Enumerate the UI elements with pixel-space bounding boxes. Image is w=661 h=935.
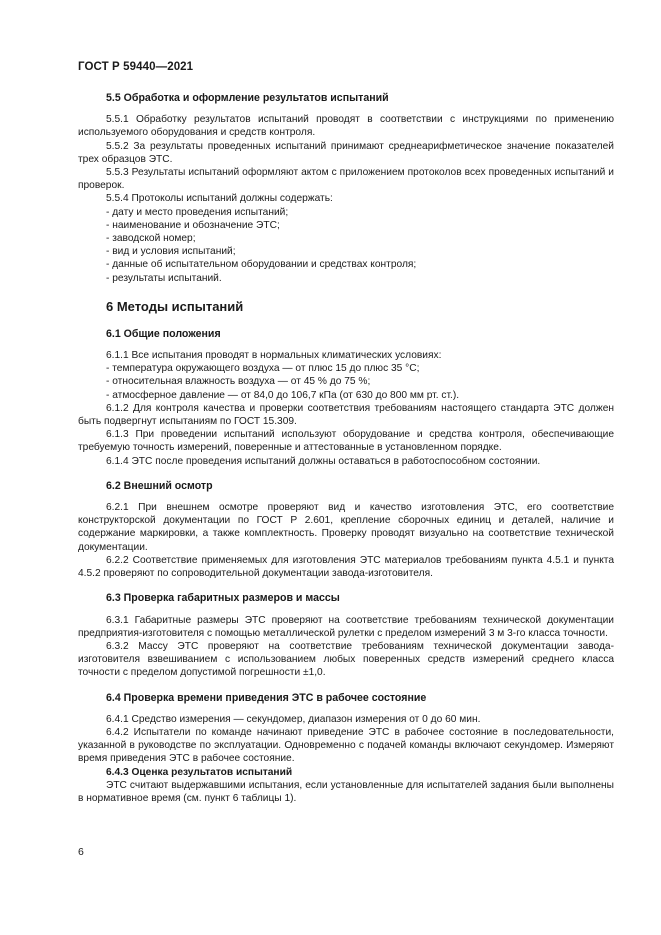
paragraph: 6.2.1 При внешнем осмотре проверяют вид и качество изготовления ЭТС, его соответствие конструкторской документации по ГОСТ Р 2.601, крепление сборочных единиц и деталей, наличие и содержание маркировки, а также комплектность. Проверку проводят визуально на соответствие технической документации. [78,502,614,553]
section-heading-6-4: 6.4 Проверка времени приведения ЭТС в рабочее состояние [106,691,427,704]
subsection-heading-6-4-3: 6.4.3 Оценка результатов испытаний [106,766,293,778]
document-header: ГОСТ Р 59440—2021 [78,61,194,73]
section-heading-6-2: 6.2 Внешний осмотр [106,479,213,492]
list-item: - атмосферное давление — от 84,0 до 106,7 кПа (от 630 до 800 мм рт. ст.). [106,389,460,401]
list-item: - дату и место проведения испытаний; [106,206,289,218]
paragraph: 6.4.2 Испытатели по команде начинают приведение ЭТС в рабочее состояние в последовательности, указанной в руководстве по эксплуатации. Одновременно с подачей команды включают секундомер. Измеряют время приведения ЭТС в рабочее состояние. [78,726,614,765]
paragraph: 5.5.1 Обработку результатов испытаний проводят в соответствии с инструкциями по применению используемого оборудования и средств контроля. [78,114,614,139]
list-item: - вид и условия испытаний; [106,246,236,258]
paragraph: 6.1.3 При проведении испытаний используют оборудование и средства контроля, обеспечивающие требуемую точность измерений, поверенные и аттестованные в установленном порядке. [78,429,614,454]
paragraph: 6.1.4 ЭТС после проведения испытаний должны оставаться в работоспособном состоянии. [106,455,541,467]
list-item: - температура окружающего воздуха — от плюс 15 до плюс 35 °С; [106,363,420,375]
list-item: - заводской номер; [106,233,196,245]
paragraph: 6.3.2 Массу ЭТС проверяют на соответствие требованиям технической документации завода-изготовителя взвешиванием с использованием любых поверенных средств измерений среднего класса точности с пределом допустимой погрешности ±1,0. [78,640,614,679]
paragraph: 5.5.4 Протоколы испытаний должны содержать: [106,193,333,205]
list-item: - относительная влажность воздуха — от 45 % до 75 %; [106,376,371,388]
section-heading-6: 6 Методы испытаний [106,298,244,314]
paragraph: 6.1.1 Все испытания проводят в нормальных климатических условиях: [106,350,442,362]
section-heading-5-5: 5.5 Обработка и оформление результатов испытаний [106,92,389,104]
paragraph: 6.2.2 Соответствие применяемых для изготовления ЭТС материалов требованиям пункта 4.5.1 и пункта 4.5.2 проверяют по сопроводительной документации завода-изготовителя. [78,554,614,580]
paragraph: ЭТС считают выдержавшими испытания, если установленные для испытателей задания были выполнены в нормативное время (см. пункт 6 таблицы 1). [78,779,614,804]
list-item: - результаты испытаний. [106,272,222,284]
list-item: - наименование и обозначение ЭТС; [106,219,280,231]
section-heading-6-1: 6.1 Общие положения [106,327,221,340]
paragraph: 5.5.2 За результаты проведенных испытаний принимают среднеарифметическое значение показателей трех образцов ЭТС. [78,140,614,165]
page-number: 6 [78,846,84,858]
list-item: - данные об испытательном оборудовании и средствах контроля; [106,259,417,271]
section-heading-6-3: 6.3 Проверка габаритных размеров и массы [106,592,340,605]
paragraph: 6.3.1 Габаритные размеры ЭТС проверяют на соответствие требованиям технической документации предприятия-изготовителя с помощью металлической рулетки с пределом измерений 3 м 3-го класса точности. [78,614,614,639]
document-body [78,92,614,805]
paragraph: 5.5.3 Результаты испытаний оформляют актом с приложением протоколов всех проведенных испытаний и проверок. [78,167,614,192]
paragraph: 6.1.2 Для контроля качества и проверки соответствия требованиям настоящего стандарта ЭТС должен быть подвергнут испытаниям по ГОСТ 15.309. [78,402,614,428]
paragraph: 6.4.1 Средство измерения — секундомер, диапазон измерения от 0 до 60 мин. [106,713,481,725]
